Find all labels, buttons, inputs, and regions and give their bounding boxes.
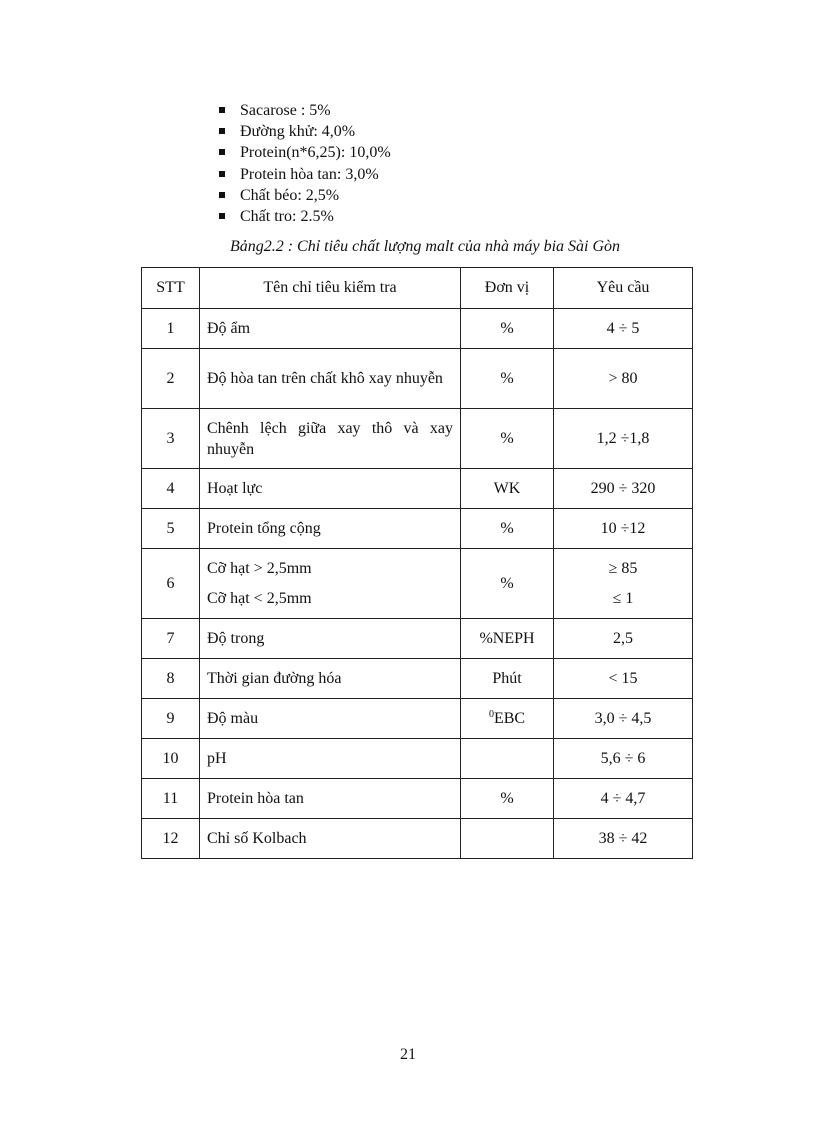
requirement-under: ≤ 1 xyxy=(612,589,634,607)
cell-name: Độ màu xyxy=(200,699,461,739)
composition-list xyxy=(218,100,391,227)
cell-stt: 5 xyxy=(142,509,200,549)
table-row xyxy=(142,509,693,549)
header-unit: Đơn vị xyxy=(461,268,554,309)
cell-stt: 6 xyxy=(142,549,200,619)
cell-stt: 4 xyxy=(142,469,200,509)
list-item: Protein(n*6,25): 10,0% xyxy=(218,142,391,163)
cell-unit: %NEPH xyxy=(461,619,554,659)
cell-unit xyxy=(461,819,554,859)
cell-stt: 10 xyxy=(142,739,200,779)
table-caption: Bảng2.2 : Chỉ tiêu chất lượng malt của nhà máy bia Sài Gòn xyxy=(229,238,621,255)
cell-stt: 7 xyxy=(142,619,200,659)
cell-stt: 12 xyxy=(142,819,200,859)
cell-unit: WK xyxy=(461,469,554,509)
table-row xyxy=(142,779,693,819)
grain-size-under: Cỡ hạt < 2,5mm xyxy=(207,589,312,607)
cell-name: Protein hòa tan xyxy=(200,779,461,819)
list-item: Protein hòa tan: 3,0% xyxy=(218,164,391,185)
cell-unit: Phút xyxy=(461,659,554,699)
header-stt: STT xyxy=(142,268,200,309)
table-row xyxy=(142,819,693,859)
cell-requirement: 2,5 xyxy=(554,619,693,659)
cell-unit: % xyxy=(461,779,554,819)
cell-unit: % xyxy=(461,309,554,349)
page-number: 21 xyxy=(400,1046,416,1063)
cell-requirement: < 15 xyxy=(554,659,693,699)
unit-text: EBC xyxy=(493,710,526,727)
cell-name xyxy=(200,549,461,619)
table-row xyxy=(142,349,693,409)
cell-requirement: 290 ÷ 320 xyxy=(554,469,693,509)
list-item: Chất béo: 2,5% xyxy=(218,185,391,206)
cell-stt: 3 xyxy=(142,409,200,469)
table-row xyxy=(142,409,693,469)
table-row xyxy=(142,659,693,699)
cell-name: Chỉ số Kolbach xyxy=(200,819,461,859)
requirement-over: ≥ 85 xyxy=(608,559,638,577)
cell-name: Độ hòa tan trên chất khô xay nhuyễn xyxy=(200,349,461,409)
table-header-row xyxy=(142,268,693,309)
cell-stt: 11 xyxy=(142,779,200,819)
cell-stt: 2 xyxy=(142,349,200,409)
header-requirement: Yêu cầu xyxy=(554,268,693,309)
cell-unit: % xyxy=(461,349,554,409)
cell-name: Độ trong xyxy=(200,619,461,659)
cell-requirement: 38 ÷ 42 xyxy=(554,819,693,859)
cell-name: Chênh lệch giữa xay thô và xay nhuyễn xyxy=(200,409,461,469)
cell-stt: 9 xyxy=(142,699,200,739)
cell-unit: % xyxy=(461,509,554,549)
header-name: Tên chỉ tiêu kiểm tra xyxy=(200,268,461,309)
table-row xyxy=(142,309,693,349)
table-row xyxy=(142,699,693,739)
table-row xyxy=(142,549,693,619)
cell-name: Hoạt lực xyxy=(200,469,461,509)
cell-requirement: 4 ÷ 4,7 xyxy=(554,779,693,819)
cell-name: pH xyxy=(200,739,461,779)
cell-name: Thời gian đường hóa xyxy=(200,659,461,699)
cell-unit: % xyxy=(461,549,554,619)
cell-name: Độ ẩm xyxy=(200,309,461,349)
cell-name: Protein tổng cộng xyxy=(200,509,461,549)
cell-requirement: 4 ÷ 5 xyxy=(554,309,693,349)
cell-requirement xyxy=(554,549,693,619)
list-item: Chất tro: 2.5% xyxy=(218,206,391,227)
cell-stt: 8 xyxy=(142,659,200,699)
cell-requirement: > 80 xyxy=(554,349,693,409)
cell-requirement: 1,2 ÷1,8 xyxy=(554,409,693,469)
table-row xyxy=(142,469,693,509)
table-row xyxy=(142,619,693,659)
cell-unit xyxy=(461,699,554,739)
cell-requirement: 5,6 ÷ 6 xyxy=(554,739,693,779)
malt-quality-table xyxy=(141,267,693,859)
grain-size-over: Cỡ hạt > 2,5mm xyxy=(207,559,312,577)
cell-unit: % xyxy=(461,409,554,469)
list-item: Đường khử: 4,0% xyxy=(218,121,391,142)
table-row xyxy=(142,739,693,779)
degree-superscript: 0 xyxy=(488,709,494,720)
list-item: Sacarose : 5% xyxy=(218,100,391,121)
cell-requirement: 10 ÷12 xyxy=(554,509,693,549)
cell-stt: 1 xyxy=(142,309,200,349)
cell-requirement: 3,0 ÷ 4,5 xyxy=(554,699,693,739)
cell-unit xyxy=(461,739,554,779)
